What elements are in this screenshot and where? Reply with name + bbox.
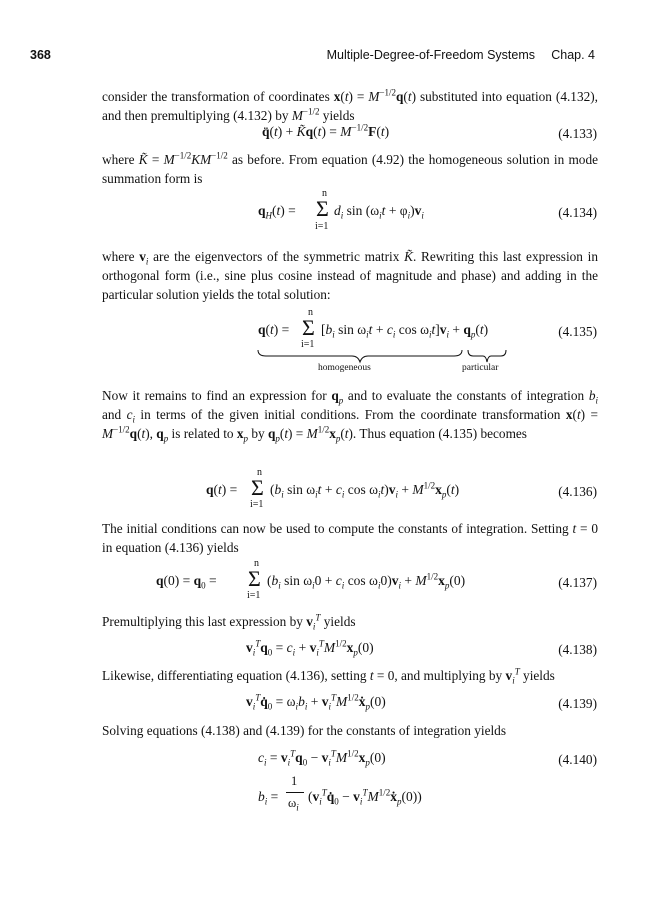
sum-upper-limit: n xyxy=(257,467,262,478)
particular-label: particular xyxy=(462,363,499,373)
equation-number: (4.135) xyxy=(558,324,597,339)
paragraph-7: Likewise, differentiating equation (4.136), setting t = 0, and multiplying by $v_i^T$ yields xyxy=(102,666,555,686)
equation-number: (4.134) xyxy=(558,205,597,220)
paragraph-4: Now it remains to find an expression for $q_p$ and to evaluate the constants of integration $b_i$ and $c_i$ in terms of the given initial conditions. From the coordinate transformation $x(t) = M^{-1/2}q(t)$, $q_p$ is related to $x_p$ by $q_p(t) = M^{1/2}x_p(t)$. Thus equation (4.135) becomes xyxy=(102,388,598,444)
paragraph-2: where K̃ = $M^{-1/2}KM^{-1/2}$ as before. From equation (4.92) the homogeneous solution in mode summation form is xyxy=(102,150,598,186)
sum-lower-limit: i=1 xyxy=(250,499,264,510)
sum-lower-limit: i=1 xyxy=(315,221,329,232)
chapter-label: Chap. 4 xyxy=(551,48,595,62)
paragraph-5: The initial conditions can now be used to compute the constants of integration. Setting t = 0 in equation (4.136) yields xyxy=(102,521,599,555)
equation-number: (4.139) xyxy=(558,696,597,711)
sigma-symbol: Σ xyxy=(251,475,264,500)
paragraph-3: where $v_i$ are the eigenvectors of the symmetric matrix K̃. Rewriting this last expression in orthogonal form (i.e., sine plus cosine instead of magnitude and phase) and adding in the particular solution yields the total solution: xyxy=(102,249,599,302)
equation-4-133: q̈(t) + K̃q(t) = $M^{-1/2}F(t)$ xyxy=(262,122,390,139)
equation-number: (4.136) xyxy=(558,484,597,499)
sum-lower-limit: i=1 xyxy=(247,590,261,601)
homogeneous-brace xyxy=(258,350,458,362)
paragraph-6: Premultiplying this last expression by $v_i^T$ yields xyxy=(102,612,356,632)
equation-4-138: $v_i^Tq_0 = c_i + v_i^TM^{1/2}x_p(0)$ xyxy=(246,638,374,658)
page-number: 368 xyxy=(30,48,51,62)
book-page: 368 Multiple-Degree-of-Freedom Systems Chap. 4 consider the transformation of coordinates $x(t) = M^{-1/2}q(t)$ substituted into equation (4.132), and then premultiplying (4.132) by $M^{-1/2}$ yields q̈(t) + K̃q(t) = $M^{-1/2}F(t)$ (4.133) where K̃ = $M^{-1/2}KM^{-1/2}$ as before. From equation (4.92) the homogeneous solution in mode summation form is $q_H(t)$ = n Σ i=1 $d_i$ $\sin (\omega_it + \varphi_i)v_i$ (4.134) where $v_i$ are the eigenvectors of the symmetric matrix K̃. Rewriting this last expression in orthogonal form (i.e., sine plus cosine instead of magnitude and phase) and adding in the particular solution yields the total solution: q(t) = n Σ i=1 [$b_i$ $\sin \omega_it + c_i$ $\cos \omega_it]v_i + q_p(t)$ homogeneous particular (4.135) Now it remains to find an expression for $q_p$ and to evaluate the constants of integration $b_i$ and $c_i$ in terms of the given initial conditions. From the coordinate transformation $x(t) = M^{-1/2}q(t)$, $q_p$ is related to $x_p$ by $q_p(t) = M^{1/2}x_p(t)$. Thus equation (4.135) becomes q(t) = n Σ i=1 ($b_i$ $\sin \omega_it + c_i$ $\cos \omega_it)v_i + M^{1/2}x_p(t)$ (4.136) The initial conditions can now be used to compute the constants of integration. Setting t = 0 in equation (4.136) yields $q(0) = q_0$ = n Σ i=1 ($b_i$ $\sin \omega_i0 + c_i$ $\cos \omega_i0)v_i + M^{1/2}x_p(0)$ (4.137) Premultiplying this last expression by $v_i^T$ yields $v_i^Tq_0 = c_i + v_i^TM^{1/2}x_p(0)$ (4.138) Likewise, differentiating equation (4.136), setting t = 0, and multiplying by $v_i^T$ yields $v_i^Tq̇_0 = \omega_ib_i$ + $v_i^TM^{1/2}ẋ_p(0)$ (4.139) Solving equations (4.138) and (4.139) for the constants of integration yields $c_i = v_i^Tq_0 - v_i^TM^{1/2}x_p(0)$ $b_i$ = 1 $\omega_i$ ($v_i^Tq̇_0$ − $v_i^TM^{1/2}ẋ_p(0)$) (4.140) xyxy=(30,48,599,813)
running-header xyxy=(30,48,595,64)
equation-4-139: $v_i^Tq̇_0 = \omega_ib_i$ + $v_i^TM^{1/2}ẋ_p(0)$ xyxy=(246,692,386,712)
running-title: Multiple-Degree-of-Freedom Systems xyxy=(326,48,535,62)
sum-lower-limit: i=1 xyxy=(301,339,315,350)
equation-number: (4.138) xyxy=(558,642,597,657)
sigma-symbol: Σ xyxy=(248,566,261,591)
equation-number: (4.133) xyxy=(558,126,597,141)
equation-number: (4.137) xyxy=(558,575,597,590)
homogeneous-label: homogeneous xyxy=(318,363,371,373)
sigma-symbol: Σ xyxy=(302,315,315,340)
sigma-symbol: Σ xyxy=(316,196,329,221)
paragraph-1: consider the transformation of coordinates $x(t) = M^{-1/2}q(t)$ substituted into equation (4.132), and then premultiplying (4.132) by $M^{-1/2}$ yields xyxy=(102,87,599,123)
sum-upper-limit: n xyxy=(308,307,313,318)
particular-brace xyxy=(468,350,508,362)
equation-number: (4.140) xyxy=(558,752,597,767)
sum-upper-limit: n xyxy=(254,558,259,569)
paragraph-8: Solving equations (4.138) and (4.139) for the constants of integration yields xyxy=(102,723,507,738)
sum-upper-limit: n xyxy=(322,188,327,199)
